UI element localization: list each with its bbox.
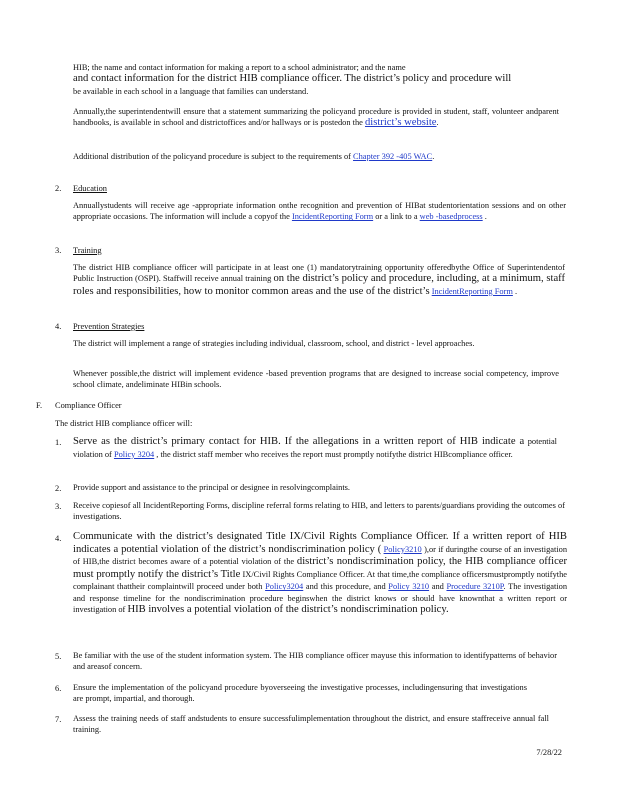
web-based-process-link[interactable]: web -basedprocess: [419, 212, 483, 222]
item-number-4: 4.: [55, 322, 62, 331]
duty-number-5: 5.: [55, 652, 62, 661]
duty-7: Assess the training needs of staff andstudents to ensure successfulimplementation throughout the district, and ensure staffreceive annual fall training.: [73, 714, 549, 735]
duty-number-6: 6.: [55, 684, 62, 693]
paragraph-compliance-intro: The district HIB compliance officer will:: [55, 419, 193, 428]
duty-3: Receive copiesof all IncidentReporting Forms, discipline referral forms relating to HIB, and letters to parents/guardians providing the outcomes of investigations.: [73, 501, 565, 522]
section-letter-f: F.: [36, 401, 43, 410]
paragraph-prevention-1: The district will implement a range of strategies including individual, classroom, school, and district - level approaches.: [73, 339, 475, 348]
paragraph-education: Annuallystudents will receive age -appropriate information onthe recognition and prevention of HIBat studentorientation sessions and on other appropriate occasions. The information will include a copyof the IncidentReporting Form or a link to a web -basedprocess .: [73, 201, 566, 222]
paragraph-prevention-2: Whenever possible,the district will implement evidence -based prevention programs that are designed to increase social competency, improve school climate, andeliminate HIBin schools.: [73, 369, 559, 390]
procedure-3210p-link[interactable]: Procedure 3210P: [446, 582, 504, 592]
paragraph-training: The district HIB compliance officer will participate in at least one (1) mandatorytraining opportunity offeredbythe Office of Superintendentof Public Instruction (OSPI). Staffwill receive annual training on the district’s policy and procedure, including, at a minimum, staff roles and responsibilities, how to monitor common areas and the use of the district’s IncidentReporting Form .: [73, 263, 566, 297]
duty-6: Ensure the implementation of the policyand procedure byoverseeing the investigative processes, includingensuring that investigations are prompt, impartial, and thorough.: [73, 683, 527, 704]
heading-training: Training: [73, 246, 102, 255]
footer-date: 7/28/22: [536, 748, 562, 757]
duty-number-1: 1.: [55, 438, 62, 447]
policy-3210-link-2[interactable]: Policy 3210: [388, 582, 430, 592]
duty-number-7: 7.: [55, 715, 62, 724]
duty-5: Be familiar with the use of the student information system. The HIB compliance officer mayuse this information to identifypatterns of behavior and areasof concern.: [73, 651, 557, 672]
policy-3204-link-2[interactable]: Policy3204: [265, 582, 304, 592]
heading-education: Education: [73, 184, 107, 193]
duty-number-3: 3.: [55, 502, 62, 511]
incident-reporting-form-link-2[interactable]: IncidentReporting Form: [431, 287, 513, 296]
chapter-392-405-wac-link[interactable]: Chapter 392 -405 WAC: [353, 152, 433, 161]
duty-1: Serve as the district’s primary contact for HIB. If the allegations in a written report of HIB indicate a potential violation of Policy 3204 , the district staff member who receives the report must promptly notifythe district HIBcompliance officer.: [73, 436, 557, 459]
heading-prevention-strategies: Prevention Strategies: [73, 322, 145, 331]
paragraph-policy-availability: HIB; the name and contact information for making a report to a school administrator; and the name and contact information for the district HIB compliance officer. The district’s policy and procedure will be available in each school in a language that families can understand.: [73, 63, 512, 96]
heading-compliance-officer: Compliance Officer: [55, 401, 122, 410]
paragraph-additional-distribution: Additional distribution of the policyand procedure is subject to the requirements of Chapter 392 -405 WAC.: [73, 152, 435, 161]
duty-2: Provide support and assistance to the principal or designee in resolvingcomplaints.: [73, 483, 351, 492]
policy-3204-link[interactable]: Policy 3204: [113, 449, 155, 459]
incident-reporting-form-link[interactable]: IncidentReporting Form: [291, 212, 374, 222]
duty-number-2: 2.: [55, 484, 62, 493]
policy-3210-link[interactable]: Policy3210: [383, 544, 422, 554]
item-number-2: 2.: [55, 184, 62, 193]
item-number-3: 3.: [55, 246, 62, 255]
paragraph-annual-statement: Annually,the superintendentwill ensure that a statement summarizing the policyand procedure is provided in student, staff, volunteer andparent handbooks, is available in school and districtoffices and/or hallways or is postedon the district’s website.: [73, 107, 559, 129]
duty-number-4: 4.: [55, 534, 62, 543]
duty-4: Communicate with the district’s designated Title IX/Civil Rights Compliance Officer. If a written report of HIB indicates a potential violation of the district’s nondiscrimination policy ( Policy3210 ),or if duringthe course of an investigation of HIB,the district becomes aware of a potential violation of the district’s nondiscrimination policy, the HIB compliance officer must promptly notify the district’s Title IX/Civil Rights Compliance Officer. At that time,the compliance officersmustpromptly notifythe complainant thattheir complaintwill proceed under both Policy3204 and this procedure, and Policy 3210 and Procedure 3210P. The investigation and response timeline for the nondiscrimination procedure beginswhen the district knows or should have knownthat a written report or investigation of HIB involves a potential violation of the district’s nondiscrimination policy.: [73, 531, 568, 616]
district-website-link[interactable]: district’s website: [364, 117, 437, 129]
